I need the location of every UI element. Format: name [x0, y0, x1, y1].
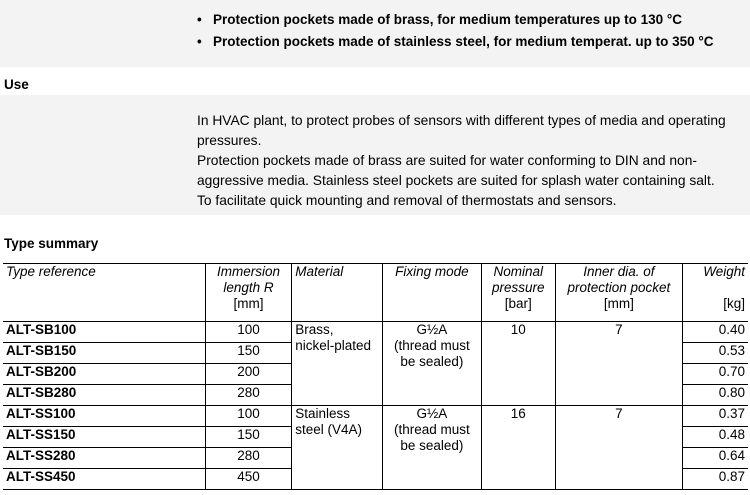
header-length-line: length R	[223, 280, 274, 295]
length-cell: 100	[205, 322, 291, 343]
bullet-stainless	[197, 34, 714, 49]
dia-cell: 7	[555, 322, 683, 406]
type-cell: ALT-SS280	[3, 448, 205, 469]
type-cell: ALT-SB150	[3, 343, 205, 364]
weight-cell: 0.64	[683, 448, 748, 469]
type-summary-table	[3, 263, 748, 490]
header-weight-unit: [kg]	[723, 296, 745, 311]
header-pressure-line: pressure	[491, 280, 545, 295]
fixing-cell	[382, 406, 481, 490]
length-cell: 280	[205, 385, 291, 406]
dia-cell: 7	[555, 406, 683, 490]
fixing-line: be sealed)	[400, 438, 464, 453]
weight-cell: 0.48	[683, 427, 748, 448]
bullet-text: Protection pockets made of stainless steel, for medium temperat. up to 350 °C	[213, 34, 714, 49]
type-cell: ALT-SB280	[3, 385, 205, 406]
material-cell	[292, 406, 383, 490]
weight-cell: 0.53	[683, 343, 748, 364]
header-dia-line: protection pocket	[567, 280, 671, 295]
weight-cell: 0.70	[683, 364, 748, 385]
type-cell: ALT-SS150	[3, 427, 205, 448]
weight-cell: 0.40	[683, 322, 748, 343]
use-line: aggressive media. Stainless steel pockets are suited for splash water containing salt.	[197, 173, 715, 188]
use-line: In HVAC plant, to protect probes of sensors with different types of media and operating	[197, 113, 726, 128]
material-line: steel (V4A)	[295, 422, 362, 437]
use-line: To facilitate quick mounting and removal of thermostats and sensors.	[197, 193, 617, 208]
header-length-unit: [mm]	[233, 296, 264, 311]
table-row	[3, 406, 748, 427]
header-material: Material	[292, 264, 383, 322]
fixing-line: G½A	[416, 322, 448, 337]
length-cell: 100	[205, 406, 291, 427]
header-weight-spacer	[686, 280, 745, 296]
length-cell: 150	[205, 427, 291, 448]
header-length	[205, 264, 291, 322]
header-pressure-unit: [bar]	[504, 296, 532, 311]
header-length-line: Immersion	[217, 264, 281, 279]
length-cell: 280	[205, 448, 291, 469]
pressure-cell: 10	[481, 322, 555, 406]
table-header-row	[3, 264, 748, 322]
weight-cell: 0.80	[683, 385, 748, 406]
pressure-cell: 16	[481, 406, 555, 490]
header-type: Type reference	[3, 264, 205, 322]
table-row	[3, 322, 748, 343]
fixing-line: be sealed)	[400, 354, 464, 369]
material-line: Stainless	[295, 406, 350, 421]
weight-cell: 0.37	[683, 406, 748, 427]
material-line: Brass,	[295, 322, 334, 337]
length-cell: 150	[205, 343, 291, 364]
length-cell: 450	[205, 469, 291, 490]
header-dia-unit: [mm]	[603, 296, 634, 311]
bullet-dot: •	[197, 12, 202, 27]
header-weight	[683, 264, 748, 322]
use-heading: Use	[4, 77, 29, 92]
type-cell: ALT-SB200	[3, 364, 205, 385]
material-line: nickel-plated	[295, 338, 372, 353]
bullet-brass	[197, 12, 682, 27]
type-cell: ALT-SS450	[3, 469, 205, 490]
fixing-line: (thread must	[393, 422, 470, 437]
weight-cell: 0.87	[683, 469, 748, 490]
type-cell: ALT-SB100	[3, 322, 205, 343]
fixing-line: G½A	[416, 406, 448, 421]
bullet-text: Protection pockets made of brass, for medium temperatures up to 130 °C	[213, 12, 683, 27]
material-cell	[292, 322, 383, 406]
fixing-line: (thread must	[393, 338, 470, 353]
header-pressure-line: Nominal	[493, 264, 544, 279]
header-fixing: Fixing mode	[382, 264, 481, 322]
type-cell: ALT-SS100	[3, 406, 205, 427]
header-pressure	[481, 264, 555, 322]
header-dia-line: Inner dia. of	[583, 264, 655, 279]
header-weight-line: Weight	[703, 264, 745, 279]
header-dia	[555, 264, 683, 322]
use-line: Protection pockets made of brass are suited for water conforming to DIN and non-	[197, 153, 698, 168]
use-line: pressures.	[197, 133, 262, 148]
length-cell: 200	[205, 364, 291, 385]
fixing-cell	[382, 322, 481, 406]
bullet-dot: •	[197, 34, 202, 49]
type-summary-heading: Type summary	[4, 236, 99, 251]
